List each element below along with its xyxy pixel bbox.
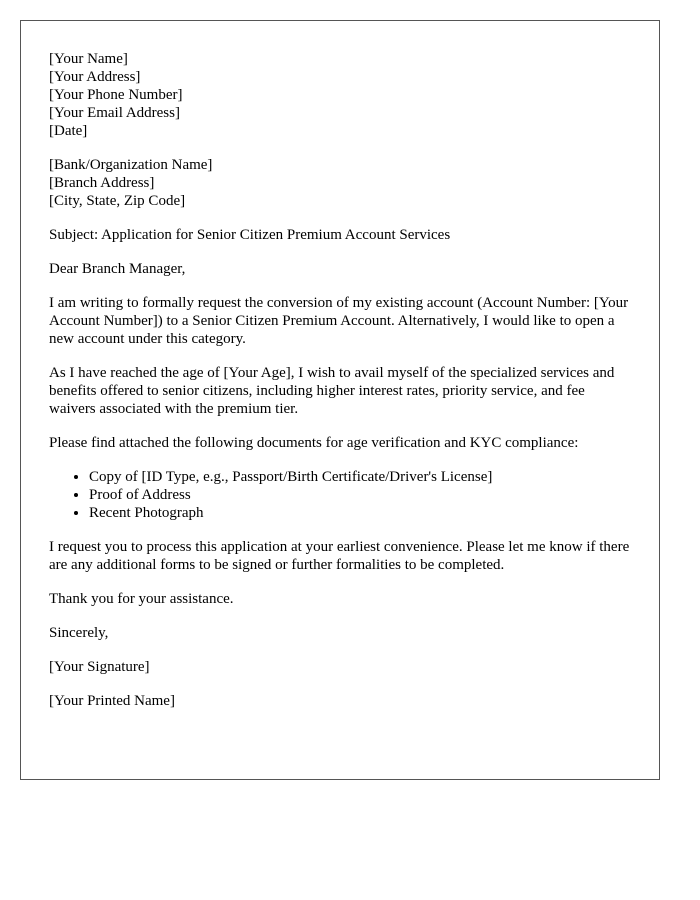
subject-line: Subject: Application for Senior Citizen Premium Account Services <box>49 227 451 243</box>
salutation: Dear Branch Manager, <box>49 261 186 277</box>
documents-list <box>49 468 631 522</box>
sender-email: [Your Email Address] <box>49 105 180 121</box>
list-item: • Proof of Address <box>89 486 631 504</box>
sign-off: Sincerely, <box>49 625 109 641</box>
list-item: • Recent Photograph <box>89 504 631 522</box>
recipient-branch-address: [Branch Address] <box>49 175 155 191</box>
letter-page <box>20 20 660 780</box>
sender-name: [Your Name] <box>49 51 128 67</box>
letter-date: [Date] <box>49 123 88 139</box>
printed-name-placeholder: [Your Printed Name] <box>49 693 175 709</box>
sender-block <box>49 50 631 140</box>
list-item: • Copy of [ID Type, e.g., Passport/Birth Certificate/Driver's License] <box>89 468 631 486</box>
recipient-block <box>49 156 631 210</box>
signature-placeholder: [Your Signature] <box>49 659 150 675</box>
recipient-organization: [Bank/Organization Name] <box>49 157 213 173</box>
sender-phone: [Your Phone Number] <box>49 87 183 103</box>
sender-address: [Your Address] <box>49 69 141 85</box>
body-paragraph-processing: I request you to process this application at your earliest convenience. Please let me know if there are any additional forms to be signed or further formalities to be completed. <box>49 539 630 573</box>
body-paragraph-documents-intro: Please find attached the following documents for age verification and KYC compliance: <box>49 435 579 451</box>
body-paragraph-request: I am writing to formally request the conversion of my existing account (Account Number: [Your Account Number]) to a Senior Citizen Premium Account. Alternatively, I would like to open a new account under this category. <box>49 295 629 347</box>
body-paragraph-benefits: As I have reached the age of [Your Age], I wish to avail myself of the specialized services and benefits offered to senior citizens, including higher interest rates, priority service, and fee waivers associated with the premium tier. <box>49 365 615 417</box>
body-paragraph-thanks: Thank you for your assistance. <box>49 591 234 607</box>
recipient-city-state-zip: [City, State, Zip Code] <box>49 193 186 209</box>
